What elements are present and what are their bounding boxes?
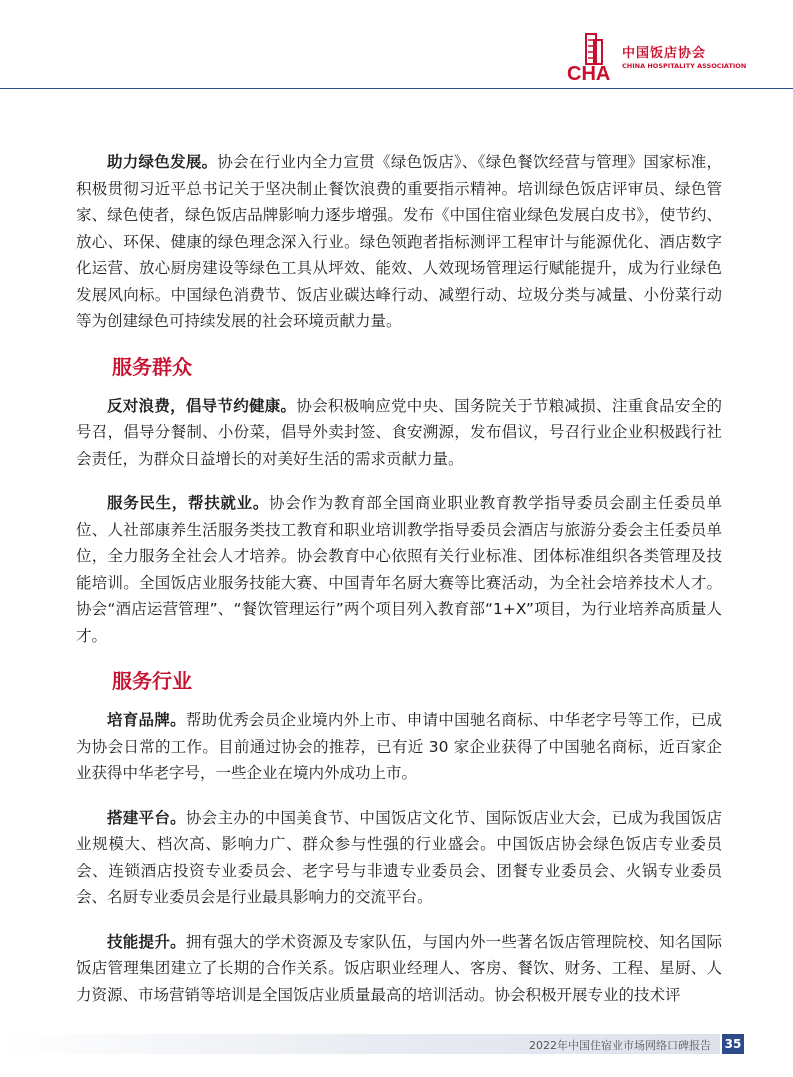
association-logo <box>566 32 766 82</box>
article-body <box>76 149 722 1026</box>
paragraph-lead: 技能提升。 <box>107 932 186 951</box>
logo-building-icon <box>566 32 618 82</box>
paragraph-lead: 助力绿色发展。 <box>107 153 218 171</box>
paragraph-lead: 搭建平台。 <box>107 808 186 827</box>
paragraph-text: 协会主办的中国美食节、中国饭店文化节、国际饭店业大会，已成为我国饭店业规模大、档次高、影响力广、群众参与性强的行业盛会。中国饭店协会绿色饭店专业委员会、连锁酒店投资专业委员会、老字号与非遗专业委员会、团餐专业委员会、火锅专业委员会、名厨专业委员会是行业最具影响力的交流平台。 <box>76 808 722 906</box>
paragraph-text: 帮助优秀会员企业境内外上市、申请中国驰名商标、中华老字号等工作，已成为协会日常的工作。目前通过协会的推荐，已有近 30 家企业获得了中国驰名商标，近百家企业获得中华老字号，一些企业在境内外成功上市。 <box>76 711 722 782</box>
section-heading: 服务行业 <box>112 669 192 693</box>
paragraph <box>76 490 722 649</box>
page-number: 35 <box>722 1034 744 1054</box>
paragraph-text: 协会在行业内全力宣贯《绿色饭店》、《绿色餐饮经营与管理》国家标准，积极贯彻习近平总书记关于坚决制止餐饮浪费的重要指示精神。培训绿色饭店评审员、绿色管家、绿色使者，绿色饭店品牌影响力逐步增强。发布《中国住宿业绿色发展白皮书》，使节约、放心、环保、健康的绿色理念深入行业。绿色领跑者指标测评工程审计与能源优化、酒店数字化运营、放心厨房建设等绿色工具从坪效、能效、人效现场管理运行赋能提升，成为行业绿色发展风向标。中国绿色消费节、饭店业碳达峰行动、减塑行动、垃圾分类与减量、小份菜行动等为创建绿色可持续发展的社会环境贡献力量。 <box>76 153 722 330</box>
paragraph <box>76 929 722 1009</box>
logo-english-name: CHINA HOSPITALITY ASSOCIATION <box>622 62 747 70</box>
header-divider <box>0 88 793 89</box>
logo-mark-text: CHA <box>567 63 611 82</box>
paragraph-lead: 服务民生，帮扶就业。 <box>107 494 270 512</box>
paragraph-text: 拥有强大的学术资源及专家队伍，与国内外一些著名饭店管理院校、知名国际饭店管理集团建立了长期的合作关系。饭店职业经理人、客房、餐饮、财务、工程、星厨、人力资源、市场营销等培训是全国饭店业质量最高的培训活动。协会积极开展专业的技术评 <box>76 932 722 1004</box>
paragraph <box>76 707 722 787</box>
report-title: 2022年中国住宿业市场网络口碑报告 <box>529 1039 711 1052</box>
section-heading: 服务群众 <box>112 354 192 379</box>
paragraph <box>76 393 722 473</box>
paragraph-lead: 反对浪费，倡导节约健康。 <box>107 396 297 415</box>
logo-chinese-name: 中国饭店协会 <box>622 46 707 61</box>
paragraph <box>76 805 722 911</box>
paragraph-text: 协会作为教育部全国商业职业教育教学指导委员会副主任委员单位、人社部康养生活服务类技工教育和职业培训教学指导委员会酒店与旅游分委会主任委员单位，全力服务全社会人才培养。协会教育中心依照有关行业标准、团体标准组织各类管理及技能培训。全国饭店业服务技能大赛、中国青年名厨大赛等比赛活动，为全社会培养技术人才。协会“酒店运营管理”、“餐饮管理运行”两个项目列入教育部“1+X”项目，为行业培养高质量人才。 <box>76 494 722 645</box>
paragraph-text: 协会积极响应党中央、国务院关于节粮减损、注重食品安全的号召，倡导分餐制、小份菜，倡导外卖封签、食安溯源，发布倡议，号召行业企业积极践行社会责任，为群众日益增长的对美好生活的需求贡献力量。 <box>76 396 722 468</box>
paragraph-lead: 培育品牌。 <box>107 711 186 729</box>
paragraph <box>76 149 722 335</box>
